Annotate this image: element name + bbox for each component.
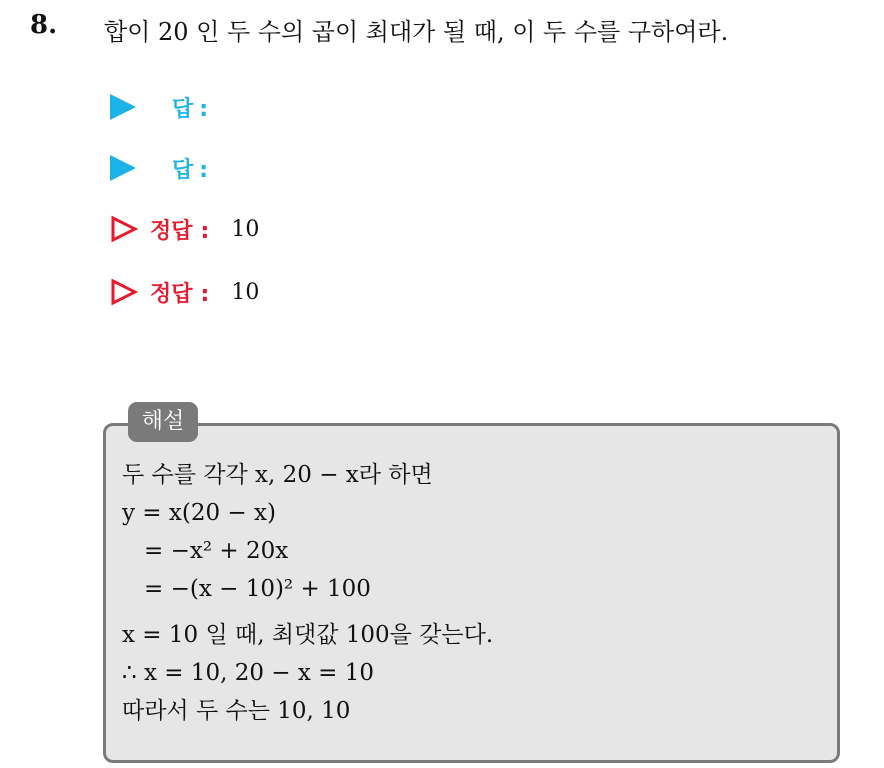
correct-answer-label: 정답 :: [150, 281, 210, 307]
solution-line: x = 10 일 때, 최댓값 100을 갖는다.: [122, 622, 494, 648]
play-outline-icon: [110, 278, 138, 306]
solution-line: ∴ x = 10, 20 − x = 10: [122, 660, 374, 686]
question-number: 8.: [30, 10, 58, 40]
play-icon: [110, 94, 136, 120]
solution-line: y = x(20 − x): [122, 500, 276, 526]
answer-label: 답 :: [172, 157, 209, 183]
answer-row: [110, 151, 208, 185]
correct-answer-value: 10: [231, 216, 260, 242]
solution-line: 따라서 두 수는 10, 10: [122, 698, 351, 724]
question-text: 합이 20 인 두 수의 곱이 최대가 될 때, 이 두 수를 구하여라.: [104, 18, 729, 46]
play-icon: [110, 155, 136, 181]
correct-answer-value: 10: [231, 279, 260, 305]
correct-answer-row: [110, 212, 259, 246]
solution-line: = −x² + 20x: [144, 538, 289, 564]
answer-label: 답 :: [172, 96, 209, 122]
solution-line: = −(x − 10)² + 100: [144, 576, 371, 602]
play-outline-icon: [110, 215, 138, 243]
solution-tag: 해설: [128, 402, 198, 442]
solution-body: [122, 456, 493, 730]
answer-row: [110, 90, 208, 124]
correct-answer-label: 정답 :: [150, 218, 210, 244]
solution-line: 두 수를 각각 x, 20 − x라 하면: [122, 462, 433, 488]
correct-answer-row: [110, 275, 259, 309]
